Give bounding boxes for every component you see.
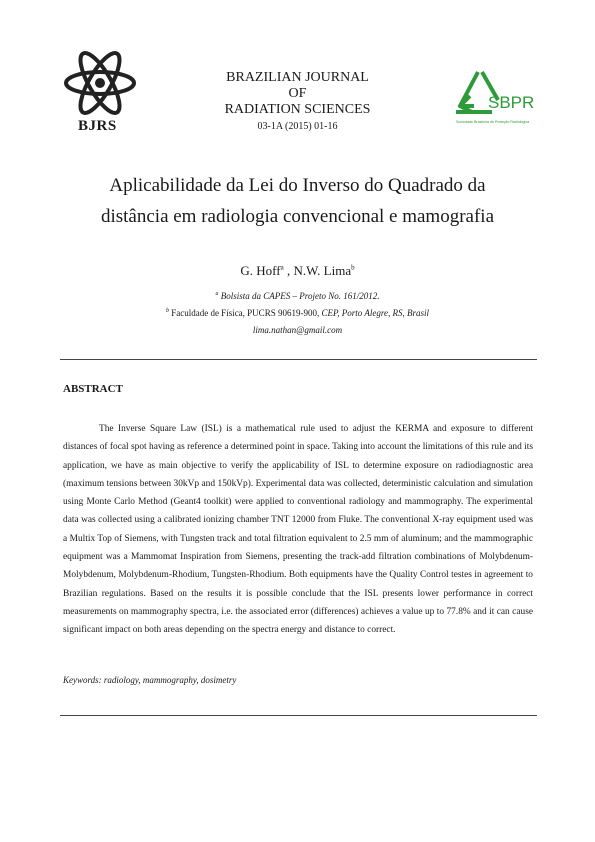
affiliation-a-text: Bolsista da CAPES – Projeto No. 161/2012. <box>220 291 380 301</box>
affiliation-b-location: CEP, Porto Alegre, RS, Brasil <box>321 308 430 318</box>
title-line-1: Aplicabilidade da Lei do Inverso do Quadrado da <box>109 175 486 196</box>
journal-name-line3: RADIATION SCIENCES <box>224 102 371 117</box>
header-divider <box>60 359 537 360</box>
sbpr-logo <box>452 66 536 130</box>
abstract-heading: ABSTRACT <box>63 383 123 395</box>
affiliation-b-mark: b <box>165 308 169 314</box>
journal-header <box>180 70 415 133</box>
atom-icon <box>60 48 140 118</box>
paper-title <box>40 170 555 232</box>
affiliation-a-mark: a <box>215 291 219 297</box>
author-list <box>40 263 555 279</box>
affiliation-b-institution: Faculdade de Física, PUCRS 90619-900, <box>171 308 320 318</box>
affiliation-b <box>40 308 555 318</box>
journal-name-line2: OF <box>288 86 307 101</box>
bjrs-logo-text: BJRS <box>78 118 117 134</box>
recycle-triangle-icon <box>452 66 536 130</box>
abstract-body: The Inverse Square Law (ISL) is a mathematical rule used to adjust the KERMA and exposure to different distances of focal spot having as reference a determined point in space. Taking into account the limitations of this rule and its application, we have as main objective to verify the applicability of ISL to determine exposure on radiodiagnostic area (maximum tensions between 30kVp and 150kVp). Experimental data was collected, deterministic calculation and simulation using Monte Carlo Method (Geant4 toolkit) were applied to conventional radiology and mammography. The experimental data was collected using a calibrated ionizing chamber TNT 12000 from Fluke. The conventional X-ray equipment used was a Multix Top of Siemens, with Tungsten track and total filtration equivalent to 2.5 mm of aluminum; and the mammographic equipment was a Mammomat Inspiration from Siemens, presenting the track-add filtration combinations of Molybdenum-Molybdenum, Molybdenum-Rhodium, Tungsten-Rhodium. Both equipments have the Quality Control testes in agreement to Brazilian regulations. Based on the results it is possible conclude that the ISL presents lower performance in correct measurements on mammography spectra, i.e. the associated error (differences) achieves a value up to 77.8% and it can cause significant impact on both areas depending on the spectra energy and distance to correct. <box>63 424 533 636</box>
bjrs-logo <box>60 48 140 138</box>
journal-issue: 03-1A (2015) 01-16 <box>257 121 338 132</box>
affiliation-a <box>40 291 555 301</box>
author-1: G. Hoff <box>240 263 281 278</box>
sbpr-logo-text: SBPR <box>488 93 535 112</box>
author-1-affil-mark: a <box>280 263 284 272</box>
author-2: N.W. Lima <box>293 263 352 278</box>
author-separator: , <box>283 263 294 278</box>
footer-divider <box>60 715 537 716</box>
author-email: lima.nathan@gmail.com <box>252 325 343 335</box>
title-line-2: distância em radiologia convencional e mamografia <box>100 206 495 227</box>
keywords: Keywords: radiology, mammography, dosimetry <box>63 675 237 685</box>
author-2-affil-mark: b <box>351 263 355 272</box>
sbpr-logo-subtext: Sociedade Brasileira de Proteção Radiológica <box>456 120 530 124</box>
journal-name-line1: BRAZILIAN JOURNAL <box>226 70 369 85</box>
